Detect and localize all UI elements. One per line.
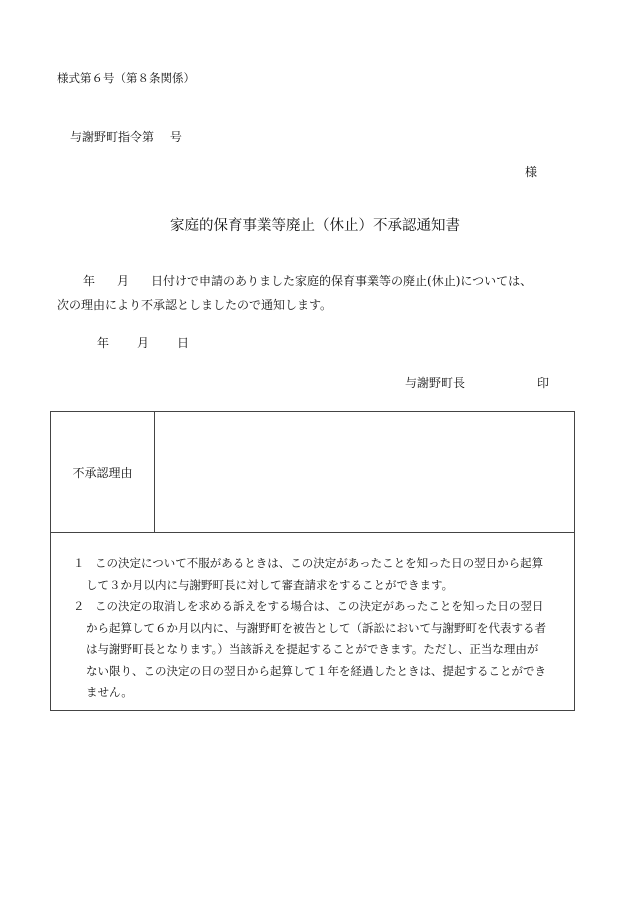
note-line: この決定の取消しを求める訴えをする場合は、この決定があったことを知った日の翌日	[95, 599, 544, 613]
date-day: 日	[177, 336, 190, 350]
note-line: ない限り、この決定の日の翌日から起算して１年を経過したときは、提起することができ	[86, 663, 546, 678]
body-paragraph	[57, 269, 587, 317]
body-year: 年	[83, 274, 96, 288]
note-item-2	[51, 596, 574, 704]
note-number: １	[73, 556, 85, 570]
document-title: 家庭的保育事業等廃止（休止）不承認通知書	[170, 218, 460, 234]
body-line-2: 次の理由により不承認としましたので通知します。	[57, 298, 333, 312]
form-number: 様式第６号（第８条関係）	[57, 71, 195, 85]
note-line: から起算して６か月以内に、与謝野町を被告として（訴訟において与謝野町を代表する者	[86, 620, 546, 635]
body-line-1	[57, 269, 587, 293]
date-line	[97, 334, 189, 351]
notes-list	[51, 553, 574, 704]
note-line: この決定について不服があるときは、この決定があったことを知った日の翌日から起算	[95, 556, 544, 570]
note-item-1	[51, 553, 574, 596]
document-number: 与謝野町指令第 号	[70, 130, 182, 144]
addressee-suffix: 様	[525, 165, 538, 179]
note-line: して３か月以内に与謝野町長に対して審査請求をすることができます。	[86, 577, 454, 592]
table-divider	[51, 532, 574, 533]
date-month: 月	[137, 336, 150, 350]
reason-value	[155, 412, 574, 532]
body-line-1-text: 日付けで申請のありました家庭的保育事業等の廃止(休止)については、	[151, 274, 533, 288]
issuer-title: 与謝野町長	[405, 376, 466, 390]
reason-label: 不承認理由	[51, 412, 155, 532]
note-number: ２	[73, 599, 85, 613]
reason-table	[50, 411, 575, 711]
note-line: は与謝野町長となります。）当該訴えを提起することができます。ただし、正当な理由が	[86, 642, 539, 656]
note-line: ません。	[86, 685, 133, 699]
body-month: 月	[117, 274, 130, 288]
issuer-seal: 印	[537, 376, 550, 390]
date-year: 年	[97, 336, 110, 350]
